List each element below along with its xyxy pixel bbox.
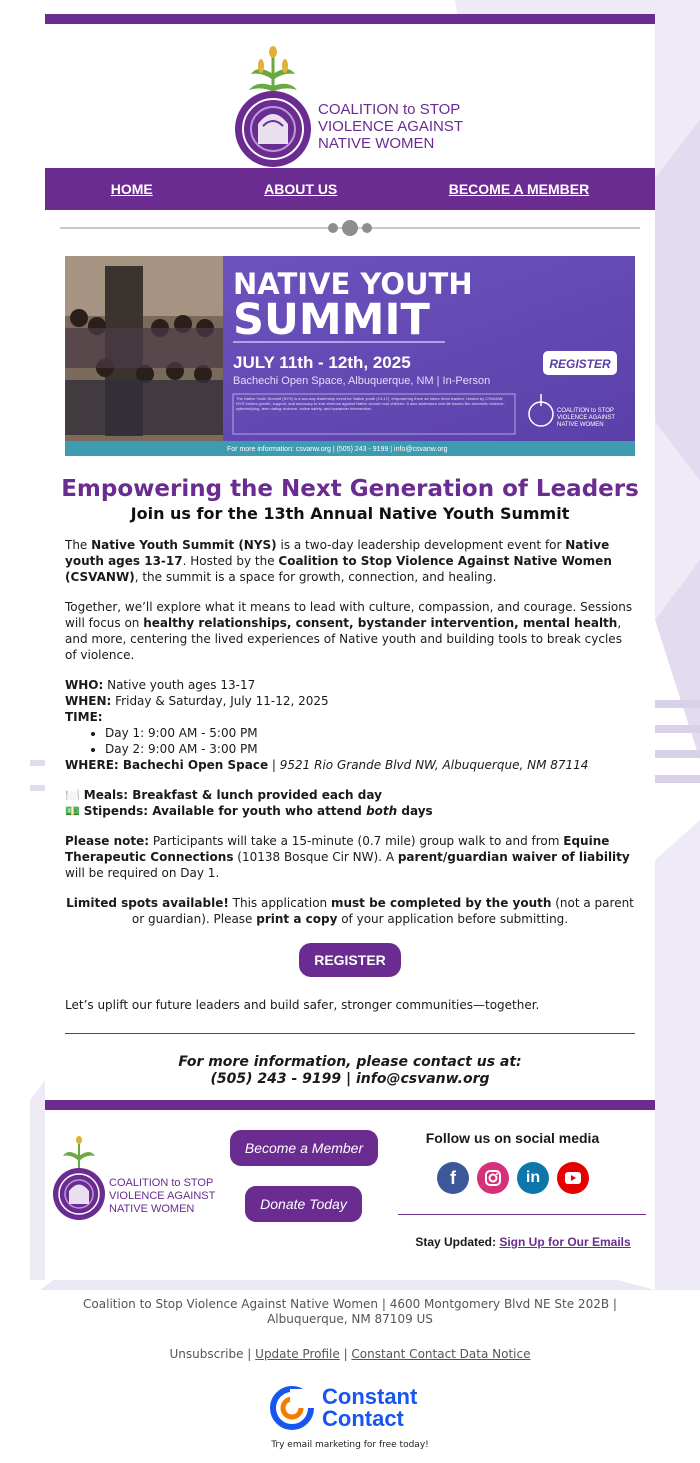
note-paragraph: Please note: Participants will take a 15-minute (0.7 mile) group walk to and from Equine Therapeutic Connections (10138 Bosque Cir NW). A parent/guardian waiver of liability will be required on Day 1. — [65, 834, 630, 880]
svg-text:NATIVE WOMEN: NATIVE WOMEN — [557, 422, 604, 428]
footer — [45, 1110, 655, 1280]
meals-line: 🍽️ Meals: Breakfast & lunch provided each day — [65, 788, 382, 802]
contact-block: For more information, please contact us at: (505) 243 - 9199 | info@csvanw.org — [178, 1054, 522, 1087]
svg-text:NATIVE YOUTH: NATIVE YOUTH — [233, 267, 473, 301]
youtube-icon[interactable] — [557, 1162, 589, 1194]
when-line: WHEN: Friday & Saturday, July 11-12, 2025 — [65, 694, 329, 708]
instagram-icon[interactable] — [477, 1162, 509, 1194]
facebook-icon[interactable]: f — [437, 1162, 469, 1194]
top-accent-bar — [45, 14, 655, 24]
meals-icon: 🍽️ — [65, 788, 80, 802]
footer-divider — [398, 1214, 646, 1215]
csvanw-logo[interactable] — [233, 44, 473, 169]
time-list — [105, 725, 635, 757]
where-line: WHERE: Bachechi Open Space | 9521 Rio Grande Blvd NW, Albuquerque, NM 87114 — [65, 758, 589, 772]
nav-about-link[interactable]: ABOUT US — [264, 181, 338, 197]
who-line: WHO: Native youth ages 13-17 — [65, 678, 256, 692]
svg-text:COALITION to STOP: COALITION to STOP — [318, 101, 461, 118]
svg-text:SUMMIT: SUMMIT — [233, 295, 430, 345]
perks — [65, 787, 635, 819]
email-card — [45, 14, 655, 1280]
svg-text:VIOLENCE AGAINST: VIOLENCE AGAINST — [318, 118, 464, 135]
intro-paragraph: The Native Youth Summit (NYS) is a two-day leadership development event for Native youth ages 13-17. Hosted by the Coalition to Stop Violence Against Native Women (CSVANW), the summit is a space for growth, connection, and healing. — [65, 538, 612, 584]
limited-paragraph: Limited spots available! This application must be completed by the youth (not a parent or guardian). Please print a copy of your application before submitting. — [66, 896, 634, 926]
cc-tagline[interactable]: Try email marketing for free today! — [271, 1440, 429, 1450]
stipend-line: 💵 Stipends: Available for youth who attend both days — [65, 804, 433, 818]
dotted-divider — [45, 210, 655, 246]
svg-text:REGISTER: REGISTER — [549, 357, 611, 371]
social-heading: Follow us on social media — [425, 1130, 600, 1146]
email-admin-links: Unsubscribe | Update Profile | Constant Contact Data Notice — [169, 1347, 531, 1361]
become-member-button[interactable]: Become a Member — [230, 1130, 378, 1166]
data-notice-link[interactable]: Constant Contact Data Notice — [351, 1347, 531, 1361]
basket-icon — [53, 1168, 105, 1220]
svg-text:VIOLENCE AGAINST: VIOLENCE AGAINST — [109, 1190, 216, 1202]
time-line: TIME: — [65, 710, 103, 724]
svg-text:NATIVE WOMEN: NATIVE WOMEN — [318, 135, 435, 152]
update-profile-link[interactable]: Update Profile — [255, 1347, 340, 1361]
svg-text:Constant: Constant — [322, 1384, 418, 1409]
svg-text:NATIVE WOMEN: NATIVE WOMEN — [109, 1203, 195, 1215]
summit-banner[interactable]: NATIVE YOUTH SUMMIT JULY 11th - 12th, 2025 Bachechi Open Space, Albuquerque, NM | In-Person REGISTER The Native Youth Summit (NYS) is a two-day leadership event for Native youth (13-17), empowering them as future tribal leaders. Hosted by CSVANW, NYS fosters growth, support, and advocacy to end violence against Native women and children. It also addresses real-life issues like domestic violence, cyberbullying, teen dating violence, online safety, and bystander intervention. COALITION to STOP VIOLENCE AGAINST NATIVE WOMEN For more information: csvanw.org | (505) 243 - 9199 | info@csvanw.org — [65, 256, 635, 456]
time-day1: • Day 1: 9:00 AM - 5:00 PM — [105, 725, 635, 741]
register-button[interactable]: REGISTER — [299, 943, 401, 977]
svg-text:COALITION to STOP: COALITION to STOP — [557, 408, 614, 414]
body-content — [45, 537, 655, 1088]
corn-stalk-icon — [249, 46, 297, 94]
signup-emails-link[interactable]: Sign Up for Our Emails — [499, 1235, 631, 1249]
nav-home-link[interactable]: HOME — [110, 181, 153, 197]
event-details — [65, 677, 635, 773]
basket-icon — [235, 91, 311, 167]
svg-text:COALITION to STOP: COALITION to STOP — [109, 1177, 214, 1189]
corn-stalk-icon — [63, 1136, 95, 1168]
cc-swirl-icon — [273, 1389, 315, 1427]
svg-text:For more information: csvanw.o: For more information: csvanw.org | (505) 243 - 9199 | info@csvanw.org — [227, 446, 448, 453]
page-subheadline: Join us for the 13th Annual Native Youth Summit — [130, 504, 570, 523]
svg-text:JULY 11th - 12th, 2025: JULY 11th - 12th, 2025 — [233, 353, 411, 372]
stay-updated: Stay Updated: Sign Up for Our Emails — [415, 1235, 631, 1249]
group-photo — [65, 256, 223, 446]
header-logo-area — [45, 24, 655, 168]
mailing-address: Coalition to Stop Violence Against Native Women | 4600 Montgomery Blvd NE Ste 202B | Albuquerque, NM 87109 US — [83, 1297, 617, 1326]
money-icon: 💵 — [65, 804, 80, 818]
footer-logo[interactable] — [51, 1134, 221, 1229]
svg-text:Bachechi Open Space, Albuquerq: Bachechi Open Space, Albuquerque, NM | In-Person — [233, 375, 491, 387]
closing-line: Let’s uplift our future leaders and build safer, stronger communities—together. — [65, 998, 540, 1012]
sessions-paragraph: Together, we’ll explore what it means to lead with culture, compassion, and courage. Sessions will focus on healthy relationships, consent, bystander intervention, mental health, and more, centering the lived experiences of Native youth and building tools to break cycles of violence. — [65, 600, 633, 662]
svg-text:Contact: Contact — [322, 1406, 404, 1431]
unsubscribe-link[interactable]: Unsubscribe — [169, 1347, 244, 1361]
main-nav — [45, 168, 655, 210]
time-day2: • Day 2: 9:00 AM - 3:00 PM — [105, 741, 635, 757]
linkedin-icon[interactable]: in — [517, 1162, 549, 1194]
nav-member-link[interactable]: BECOME A MEMBER — [448, 181, 590, 197]
page-headline: Empowering the Next Generation of Leaders — [61, 476, 639, 502]
donate-button[interactable]: Donate Today — [245, 1186, 362, 1222]
bottom-accent-bar — [45, 1100, 655, 1110]
svg-text:VIOLENCE AGAINST: VIOLENCE AGAINST — [557, 415, 616, 421]
content-divider — [65, 1033, 635, 1034]
